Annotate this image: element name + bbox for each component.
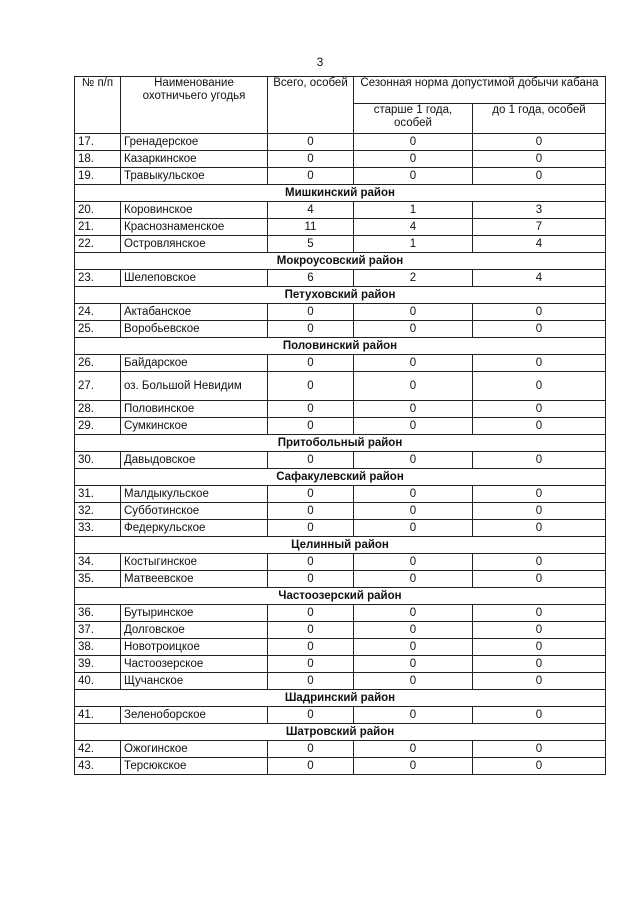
younger-count: 0 — [473, 673, 606, 690]
younger-count: 0 — [473, 486, 606, 503]
total-count: 0 — [268, 741, 354, 758]
hunting-ground-name: Костыгинское — [121, 554, 268, 571]
total-count: 0 — [268, 355, 354, 372]
row-number: 25. — [75, 321, 121, 338]
hunting-ground-name: Коровинское — [121, 202, 268, 219]
district-row — [75, 537, 606, 554]
row-number: 38. — [75, 639, 121, 656]
total-count: 0 — [268, 151, 354, 168]
older-count: 0 — [354, 741, 473, 758]
header-total: Всего, особей — [268, 77, 354, 134]
older-count: 0 — [354, 418, 473, 435]
row-number: 41. — [75, 707, 121, 724]
table-row — [75, 452, 606, 469]
table-row — [75, 503, 606, 520]
district-row — [75, 338, 606, 355]
row-number: 30. — [75, 452, 121, 469]
total-count: 0 — [268, 520, 354, 537]
header-younger: до 1 года, особей — [473, 104, 606, 134]
older-count: 0 — [354, 355, 473, 372]
table-row — [75, 418, 606, 435]
table-row — [75, 622, 606, 639]
younger-count: 0 — [473, 520, 606, 537]
district-name: Частоозерский район — [75, 588, 606, 605]
table-row — [75, 236, 606, 253]
younger-count: 0 — [473, 151, 606, 168]
total-count: 5 — [268, 236, 354, 253]
hunting-ground-name: Половинское — [121, 401, 268, 418]
district-row — [75, 724, 606, 741]
total-count: 11 — [268, 219, 354, 236]
younger-count: 0 — [473, 554, 606, 571]
hunting-ground-name: Воробьевское — [121, 321, 268, 338]
older-count: 0 — [354, 707, 473, 724]
district-row — [75, 287, 606, 304]
row-number: 26. — [75, 355, 121, 372]
table-row — [75, 554, 606, 571]
header-num: № п/п — [75, 77, 121, 134]
total-count: 0 — [268, 134, 354, 151]
older-count: 0 — [354, 673, 473, 690]
table-row — [75, 270, 606, 287]
hunting-ground-name: Гренадерское — [121, 134, 268, 151]
older-count: 0 — [354, 503, 473, 520]
younger-count: 3 — [473, 202, 606, 219]
younger-count: 4 — [473, 236, 606, 253]
younger-count: 0 — [473, 372, 606, 401]
younger-count: 0 — [473, 134, 606, 151]
row-number: 21. — [75, 219, 121, 236]
hunting-ground-name: Новотроицкое — [121, 639, 268, 656]
row-number: 39. — [75, 656, 121, 673]
hunting-ground-name: Сумкинское — [121, 418, 268, 435]
total-count: 4 — [268, 202, 354, 219]
hunting-ground-name: оз. Большой Невидим — [121, 372, 268, 401]
district-name: Целинный район — [75, 537, 606, 554]
older-count: 0 — [354, 372, 473, 401]
hunting-ground-name: Краснознаменское — [121, 219, 268, 236]
district-name: Петуховский район — [75, 287, 606, 304]
total-count: 0 — [268, 571, 354, 588]
table-row — [75, 304, 606, 321]
district-name: Шатровский район — [75, 724, 606, 741]
younger-count: 0 — [473, 639, 606, 656]
older-count: 0 — [354, 321, 473, 338]
district-row — [75, 690, 606, 707]
row-number: 42. — [75, 741, 121, 758]
older-count: 0 — [354, 758, 473, 775]
table-row — [75, 673, 606, 690]
row-number: 24. — [75, 304, 121, 321]
header-seasonal: Сезонная норма допустимой добычи кабана — [354, 77, 606, 104]
hunting-ground-name: Островлянское — [121, 236, 268, 253]
older-count: 0 — [354, 304, 473, 321]
row-number: 19. — [75, 168, 121, 185]
hunting-ground-name: Малдыкульское — [121, 486, 268, 503]
total-count: 0 — [268, 707, 354, 724]
hunting-ground-name: Субботинское — [121, 503, 268, 520]
younger-count: 0 — [473, 304, 606, 321]
younger-count: 0 — [473, 656, 606, 673]
hunting-ground-name: Шелеповское — [121, 270, 268, 287]
older-count: 0 — [354, 656, 473, 673]
row-number: 43. — [75, 758, 121, 775]
hunting-ground-name: Зеленоборское — [121, 707, 268, 724]
younger-count: 0 — [473, 418, 606, 435]
row-number: 22. — [75, 236, 121, 253]
row-number: 37. — [75, 622, 121, 639]
older-count: 0 — [354, 520, 473, 537]
row-number: 34. — [75, 554, 121, 571]
older-count: 0 — [354, 401, 473, 418]
hunting-ground-name: Частоозерское — [121, 656, 268, 673]
hunting-ground-name: Актабанское — [121, 304, 268, 321]
table-row — [75, 202, 606, 219]
total-count: 0 — [268, 401, 354, 418]
table-row — [75, 639, 606, 656]
hunting-ground-name: Бутыринское — [121, 605, 268, 622]
hunting-ground-name: Матвеевское — [121, 571, 268, 588]
total-count: 0 — [268, 168, 354, 185]
table-row — [75, 656, 606, 673]
row-number: 28. — [75, 401, 121, 418]
younger-count: 0 — [473, 355, 606, 372]
total-count: 0 — [268, 418, 354, 435]
district-name: Мокроусовский район — [75, 253, 606, 270]
row-number: 23. — [75, 270, 121, 287]
hunting-ground-name: Давыдовское — [121, 452, 268, 469]
younger-count: 0 — [473, 401, 606, 418]
table-row — [75, 520, 606, 537]
table-row — [75, 372, 606, 401]
older-count: 0 — [354, 554, 473, 571]
row-number: 35. — [75, 571, 121, 588]
older-count: 1 — [354, 202, 473, 219]
younger-count: 0 — [473, 622, 606, 639]
total-count: 0 — [268, 503, 354, 520]
total-count: 0 — [268, 605, 354, 622]
row-number: 27. — [75, 372, 121, 401]
older-count: 0 — [354, 605, 473, 622]
hunting-ground-name: Казаркинское — [121, 151, 268, 168]
older-count: 0 — [354, 134, 473, 151]
table-row — [75, 321, 606, 338]
older-count: 1 — [354, 236, 473, 253]
hunting-ground-name: Байдарское — [121, 355, 268, 372]
row-number: 18. — [75, 151, 121, 168]
table-row — [75, 355, 606, 372]
hunting-ground-name: Щучанское — [121, 673, 268, 690]
total-count: 0 — [268, 304, 354, 321]
younger-count: 0 — [473, 168, 606, 185]
header-name: Наименование охотничьего угодья — [121, 77, 268, 134]
row-number: 32. — [75, 503, 121, 520]
table-row — [75, 401, 606, 418]
district-name: Сафакулевский район — [75, 469, 606, 486]
hunting-ground-name: Федеркульское — [121, 520, 268, 537]
table-row — [75, 219, 606, 236]
district-row — [75, 469, 606, 486]
table-row — [75, 758, 606, 775]
district-name: Притобольный район — [75, 435, 606, 452]
total-count: 0 — [268, 452, 354, 469]
younger-count: 0 — [473, 503, 606, 520]
total-count: 0 — [268, 656, 354, 673]
district-name: Мишкинский район — [75, 185, 606, 202]
older-count: 0 — [354, 639, 473, 656]
district-name: Половинский район — [75, 338, 606, 355]
row-number: 36. — [75, 605, 121, 622]
table-row — [75, 486, 606, 503]
older-count: 0 — [354, 151, 473, 168]
total-count: 0 — [268, 639, 354, 656]
table-row — [75, 707, 606, 724]
row-number: 31. — [75, 486, 121, 503]
older-count: 0 — [354, 168, 473, 185]
district-name: Шадринский район — [75, 690, 606, 707]
district-row — [75, 435, 606, 452]
younger-count: 4 — [473, 270, 606, 287]
younger-count: 0 — [473, 707, 606, 724]
district-row — [75, 588, 606, 605]
total-count: 6 — [268, 270, 354, 287]
older-count: 4 — [354, 219, 473, 236]
younger-count: 0 — [473, 758, 606, 775]
table-row — [75, 741, 606, 758]
table-row — [75, 168, 606, 185]
younger-count: 0 — [473, 452, 606, 469]
row-number: 17. — [75, 134, 121, 151]
row-number: 33. — [75, 520, 121, 537]
table-row — [75, 134, 606, 151]
table-row — [75, 605, 606, 622]
older-count: 0 — [354, 622, 473, 639]
older-count: 0 — [354, 486, 473, 503]
hunting-ground-name: Ожогинское — [121, 741, 268, 758]
total-count: 0 — [268, 673, 354, 690]
table-body — [75, 134, 606, 775]
page-number: 3 — [316, 55, 324, 69]
hunting-ground-name: Травыкульское — [121, 168, 268, 185]
district-row — [75, 253, 606, 270]
row-number: 29. — [75, 418, 121, 435]
total-count: 0 — [268, 554, 354, 571]
older-count: 2 — [354, 270, 473, 287]
table-row — [75, 571, 606, 588]
table-row — [75, 151, 606, 168]
total-count: 0 — [268, 321, 354, 338]
hunting-ground-name: Долговское — [121, 622, 268, 639]
boar-quota-table — [74, 76, 606, 775]
district-row — [75, 185, 606, 202]
older-count: 0 — [354, 571, 473, 588]
row-number: 40. — [75, 673, 121, 690]
older-count: 0 — [354, 452, 473, 469]
younger-count: 0 — [473, 741, 606, 758]
hunting-ground-name: Терсюкское — [121, 758, 268, 775]
total-count: 0 — [268, 486, 354, 503]
row-number: 20. — [75, 202, 121, 219]
younger-count: 7 — [473, 219, 606, 236]
younger-count: 0 — [473, 571, 606, 588]
younger-count: 0 — [473, 321, 606, 338]
header-older: старше 1 года, особей — [354, 104, 473, 134]
younger-count: 0 — [473, 605, 606, 622]
total-count: 0 — [268, 622, 354, 639]
total-count: 0 — [268, 372, 354, 401]
total-count: 0 — [268, 758, 354, 775]
